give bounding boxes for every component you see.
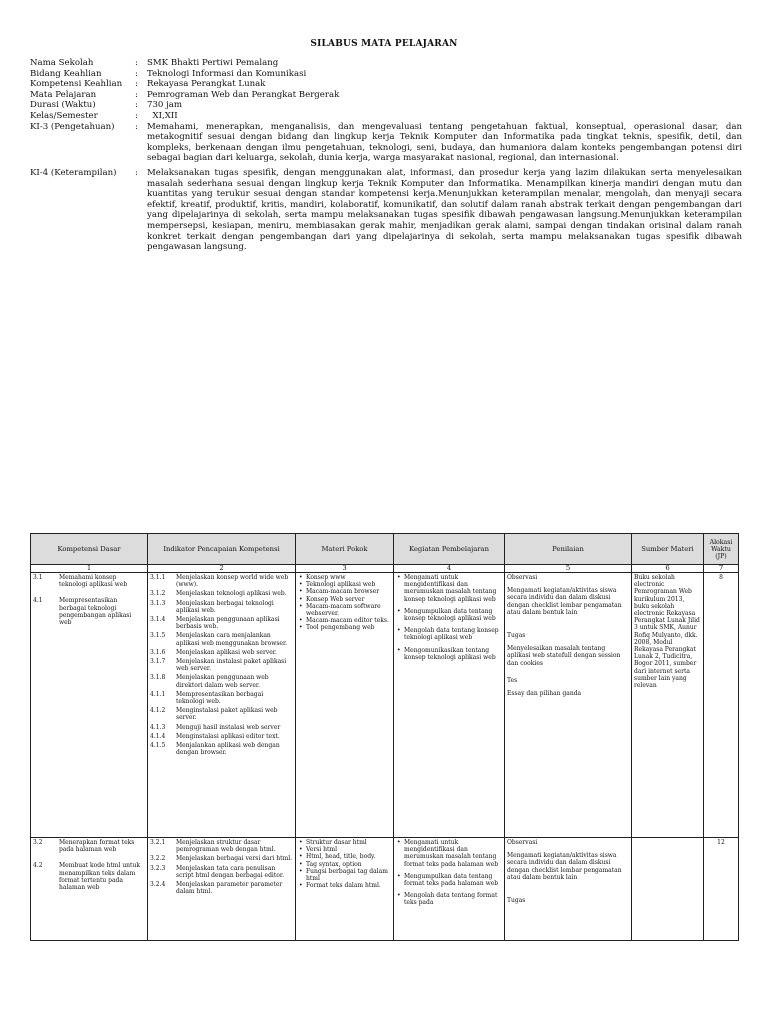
sumber-cell: Buku sekolah electronic Pemrograman Web kurikulum 2013, buku sekolah electronic Rekayasa Perangkat Lunak Jilid 3 untuk SMK, Aunur Rofiq Mulyanto, dkk. 2008, Modul Rekayasa Perangkat Lunak 2, Tudicitra, Bogor 2011, sumber dari internet serta sumber lain yang relevan xyxy=(632,573,704,838)
penilaian-heading: Tes xyxy=(507,676,518,684)
kd-item: 4.2 Membuat kode html untuk menampilkan teks dalam format tertentu pada halaman web xyxy=(33,862,140,892)
list-item: • Macam-macam software webserver. xyxy=(298,603,391,617)
column-number: 4 xyxy=(394,565,505,573)
header-penilaian: Penilaian xyxy=(505,534,632,565)
list-item: • Konsep Web server xyxy=(298,596,391,603)
ipk-item: 3.2.2 Menjelaskan berbagai versi dari html. xyxy=(150,855,293,863)
ipk-item: 3.1.1 Menjelaskan konsep world wide web (www). xyxy=(150,574,289,589)
ipk-item: 4.1.5 Menjalankan aplikasi web dengan dengan browser. xyxy=(150,742,280,757)
penilaian-heading: Observasi xyxy=(507,839,538,846)
info-row-competency: Kompetensi Keahlian : Rekayasa Perangkat Lunak xyxy=(30,79,742,90)
syllabus-header-info xyxy=(30,58,742,253)
list-item: • Mengamati untuk mengidentifikasi dan merumuskan masalah tentang konsep teknologi aplikasi web xyxy=(396,574,502,603)
ipk-item: 3.2.3 Menjelaskan tata cara penulisan script html dengan berbagai editor. xyxy=(150,864,284,879)
header-sumber-materi: Sumber Materi xyxy=(632,534,704,565)
header-kegiatan: Kegiatan Pembelajaran xyxy=(394,534,505,565)
jp-cell: 8 xyxy=(704,573,739,838)
ki3-text: Memahami, menerapkan, menganalisis, dan mengevaluasi tentang pengetahuan faktual, konseptual, operasional dasar, dan metakognitif sesuai dengan bidang dan lingkup kerja Teknik Komputer dan Informatika pada tingkat teknis, spesifik, detil, dan kompleks, berkenaan dengan ilmu pengetahuan, teknologi, seni, budaya, dan humaniora dalam konteks pengembangan potensi diri sebagai bagian dari keluarga, sekolah, dunia kerja, warga masyarakat nasional, regional, dan internasional. xyxy=(147,121,742,164)
info-value: XI,XII xyxy=(152,110,178,121)
list-item: • Mengumpulkan data tentang format teks pada halaman web xyxy=(396,873,502,887)
table-row xyxy=(31,573,739,838)
info-row-duration: Durasi (Waktu) : 730 jam xyxy=(30,100,742,111)
ipk-item: 3.1.7 Menjelaskan instalasi paket aplikasi web server. xyxy=(150,658,287,673)
ipk-item: 3.1.4 Menjelaskan penggunaan aplikasi berbasis web. xyxy=(150,616,280,631)
ki4-label: KI-4 (Keterampilan) xyxy=(30,167,117,178)
list-item: • Macam-macam browser xyxy=(298,588,391,595)
ki4-text: Melaksanakan tugas spesifik, dengan menggunakan alat, informasi, dan prosedur kerja yang lazim dilakukan serta menyelesaikan masalah sederhana sesuai dengan lingkup kerja Teknik Komputer dan Informatika. Menampilkan kinerja mandiri dengan mutu dan kuantitas yang terukur sesuai dengan standar kompetensi kerja.Menunjukkan keterampilan menalar, mengolah, dan menyaji secara efektif, kreatif, produktif, kritis, mandiri, kolaboratif, komunikatif, dan solutif dalam ranah abstrak terkait dengan pengembangan dari yang dipelajarinya di sekolah, serta mampu melaksanakan tugas spesifik dibawah pengawasan langsung.Menunjukkan keterampilan mempersepsi, kesiapan, meniru, membiasakan gerak mahir, menjadikan gerak alami, sampai dengan tindakan orisinal dalam ranah konkret terkait dengan pengembangan dari yang dipelajarinya di sekolah, serta mampu melaksanakan tugas spesifik dibawah pengawasan langsung. xyxy=(147,167,742,253)
list-item: • Fungsi berbagai tag dalam html xyxy=(298,868,391,882)
info-value: Rekayasa Perangkat Lunak xyxy=(147,79,266,90)
info-label: Mata Pelajaran xyxy=(30,89,97,100)
info-label: Bidang Keahlian xyxy=(30,68,102,79)
ki3-row: KI-3 (Pengetahuan) : Memahami, menerapkan, menganalisis, dan mengevaluasi tentang pengetahuan faktual, konseptual, operasional dasar, dan metakognitif sesuai dengan bidang dan lingkup kerja Teknik Komputer dan Informatika pada tingkat teknis, spesifik, detil, dan kompleks, berkenaan dengan ilmu pengetahuan, teknologi, seni, budaya, dan humaniora dalam konteks pengembangan potensi diri sebagai bagian dari keluarga, sekolah, dunia kerja, warga masyarakat nasional, regional, dan internasional. xyxy=(30,121,742,164)
info-value: Pemrograman Web dan Perangkat Bergerak xyxy=(147,89,340,100)
info-row-field: Bidang Keahlian : Teknologi Informasi dan Komunikasi xyxy=(30,69,742,80)
info-label: Kelas/Semester xyxy=(30,110,98,121)
list-item: • Mengumpulkan data tentang konsep teknologi aplikasi web xyxy=(396,608,502,622)
penilaian-heading: Tugas xyxy=(507,897,526,905)
list-item: • Mengolah data tentang format teks pada xyxy=(396,892,502,906)
ipk-item: 4.1.3 Menguji hasil instalasi web server xyxy=(150,723,281,731)
ipk-cell xyxy=(148,573,296,838)
list-item: • Tool pengembang web xyxy=(298,624,391,631)
ki4-row: KI-4 (Keterampilan) : Melaksanakan tugas spesifik, dengan menggunakan alat, informasi, dan prosedur kerja yang lazim dilakukan serta menyelesaikan masalah sederhana sesuai dengan lingkup kerja Teknik Komputer dan Informatika. Menampilkan kinerja mandiri dengan mutu dan kuantitas yang terukur sesuai dengan standar kompetensi kerja.Menunjukkan keterampilan menalar, mengolah, dan menyaji secara efektif, kreatif, produktif, kritis, mandiri, kolaboratif, komunikatif, dan solutif dalam ranah abstrak terkait dengan pengembangan dari yang dipelajarinya di sekolah, serta mampu melaksanakan tugas spesifik dibawah pengawasan langsung.Menunjukkan keterampilan mempersepsi, kesiapan, meniru, membiasakan gerak mahir, menjadikan gerak alami, sampai dengan tindakan orisinal dalam ranah konkret terkait dengan pengembangan dari yang dipelajarinya di sekolah, serta mampu melaksanakan tugas spesifik dibawah pengawasan langsung. xyxy=(30,167,742,253)
penilaian-cell xyxy=(505,838,632,941)
column-number: 7 xyxy=(704,565,739,573)
ipk-item: 3.1.8 Menjelaskan penggunaan web direktori dalam web server. xyxy=(150,674,269,689)
materi-cell xyxy=(296,838,394,941)
penilaian-text: Mengamati kegiatan/aktivitas siswa secara individu dan dalam diskusi dengan checklist lembar pengamatan atau dalam bentuk lain xyxy=(507,587,622,616)
table-row xyxy=(31,838,739,941)
ipk-cell xyxy=(148,838,296,941)
ipk-item: 3.1.5 Menjelaskan cara menjalankan aplikasi web menggunakan browser. xyxy=(150,632,288,647)
list-item: • Format teks dalam html. xyxy=(298,882,391,889)
column-number: 1 xyxy=(31,565,148,573)
penilaian-heading: Observasi xyxy=(507,574,538,581)
list-item: • Tag syntax, option xyxy=(298,861,391,868)
info-label: Nama Sekolah xyxy=(30,58,94,68)
list-item: • Html, head, title, body. xyxy=(298,853,391,860)
header-kompetensi-dasar: Kompetensi Dasar xyxy=(31,534,148,565)
kd-item: 3.2 Menerapkan format teks pada halaman web xyxy=(33,839,135,854)
list-item: • Macam-macam editor teks. xyxy=(298,617,391,624)
list-item: • Konsep www xyxy=(298,574,391,581)
list-item: • Struktur dasar html xyxy=(298,839,391,846)
penilaian-text: Essay dan pilihan ganda xyxy=(507,690,582,698)
ipk-item: 3.2.1 Menjelaskan struktur dasar pemrograman web dengan html. xyxy=(150,839,276,854)
info-value: 730 jam xyxy=(147,100,183,111)
kd-cell xyxy=(31,573,148,838)
info-value: Teknologi Informasi dan Komunikasi xyxy=(147,68,307,79)
table-header-row xyxy=(31,534,739,565)
document-title: SILABUS MATA PELAJARAN xyxy=(310,39,458,49)
list-item: • Mengomunikasikan tentang konsep teknologi aplikasi web xyxy=(396,647,502,661)
kegiatan-cell xyxy=(394,573,505,838)
ipk-item: 3.1.3 Menjelaskan berbagai teknologi aplikasi web. xyxy=(150,599,274,614)
column-number: 6 xyxy=(632,565,704,573)
jp-cell: 12 xyxy=(704,838,739,941)
info-row-subject: Mata Pelajaran : Pemrograman Web dan Perangkat Bergerak xyxy=(30,90,742,101)
info-value: SMK Bhakti Pertiwi Pemalang xyxy=(147,58,279,68)
info-label: Kompetensi Keahlian xyxy=(30,79,123,90)
header-materi-pokok: Materi Pokok xyxy=(296,534,394,565)
ipk-item: 3.1.2 Menjelaskan teknologi aplikasi web. xyxy=(150,590,287,598)
list-item: • Teknologi aplikasi web xyxy=(298,581,391,588)
kd-cell xyxy=(31,838,148,941)
kegiatan-cell xyxy=(394,838,505,941)
penilaian-text: Menyelesaikan masalah tentang aplikasi web statefull dengan session dan cookies xyxy=(507,645,621,667)
header-indikator: Indikator Pencapaian Kompetensi xyxy=(148,534,296,565)
ipk-item: 4.1.1 Mempresentasikan berbagai teknologi web. xyxy=(150,690,264,706)
penilaian-cell xyxy=(505,573,632,838)
kd-item: 3.1 Memahami konsep teknologi aplikasi web xyxy=(33,574,128,589)
ipk-item: 3.1.6 Menjelaskan aplikasi web server. xyxy=(150,648,277,656)
ki3-label: KI-3 (Pengetahuan) xyxy=(30,121,115,132)
ipk-item: 3.2.4 Menjelaskan parameter parameter dalam html. xyxy=(150,881,283,896)
kd-item: 4.1 Mempresentasikan berbagai teknologi pengembangan aplikasi web xyxy=(33,597,132,627)
ipk-item: 4.1.2 Menginstalasi paket aplikasi web server. xyxy=(150,707,278,722)
header-alokasi-waktu: Alokasi Waktu (JP) xyxy=(704,534,739,565)
info-row-class: Kelas/Semester : XI,XII xyxy=(30,111,742,122)
list-item: • Versi html xyxy=(298,846,391,853)
column-number: 5 xyxy=(505,565,632,573)
info-label: Durasi (Waktu) xyxy=(30,100,96,111)
list-item: • Mengolah data tentang konsep teknologi aplikasi web xyxy=(396,627,502,641)
info-row-school: Nama Sekolah : SMK Bhakti Pertiwi Pemalang xyxy=(30,58,742,69)
list-item: • Mengamati untuk mengidentifikasi dan merumuskan masalah tentang format teks pada halaman web xyxy=(396,839,502,868)
penilaian-text: Mengamati kegiatan/aktivitas siswa secara individu dan dalam diskusi dengan checklist lembar pengamatan atau dalam bentuk lain xyxy=(507,852,622,881)
penilaian-heading: Tugas xyxy=(507,632,526,640)
materi-cell xyxy=(296,573,394,838)
sumber-cell xyxy=(632,838,704,941)
ipk-item: 4.1.4 Menginstalasi aplikasi editor text. xyxy=(150,732,280,740)
column-number: 2 xyxy=(148,565,296,573)
syllabus-table xyxy=(30,533,739,941)
column-number-row xyxy=(31,565,739,573)
column-number: 3 xyxy=(296,565,394,573)
